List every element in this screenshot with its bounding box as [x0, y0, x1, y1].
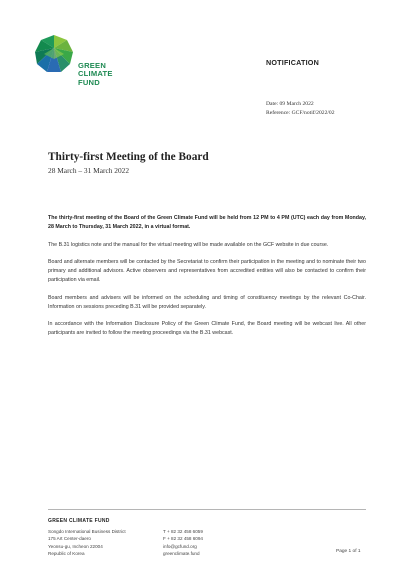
- notification-body: [48, 214, 366, 347]
- logo-wordmark: [78, 62, 113, 87]
- page-title: Thirty-first Meeting of the Board: [48, 151, 209, 163]
- logo-line: GREEN: [78, 61, 107, 70]
- body-paragraph: The thirty-first meeting of the Board of the Green Climate Fund will be held from 12 PM to 4 PM (UTC) each day from Monday, 28 March to Thursday, 31 March 2022, in a virtual format.: [48, 215, 366, 230]
- body-paragraph: In accordance with the Information Disclosure Policy of the Green Climate Fund, the Board meeting will be webcast live. All other participants are invited to follow the meeting proceedings via the B.31 webcast.: [48, 321, 366, 337]
- document-type-label: NOTIFICATION: [266, 58, 319, 67]
- fax-line: F + 82 32 458 6094: [163, 536, 203, 542]
- reference-line: Reference: GCF/notif/2022/02: [266, 109, 335, 116]
- address-line: Yeonsu-gu, Incheon 22004: [48, 543, 103, 549]
- phone-line: T + 82 32 458 6059: [163, 529, 203, 534]
- document-meta: [266, 100, 335, 117]
- address-line: 175 Art Center-daero: [48, 536, 91, 542]
- footer-contact: [163, 528, 203, 557]
- green-climate-fund-logo-icon: [34, 34, 74, 74]
- page-number: Page 1 of 1: [336, 549, 361, 554]
- address-line: Republic of Korea: [48, 550, 85, 556]
- address-line: Songdo International Business District: [48, 529, 126, 534]
- footer-address: [48, 528, 126, 557]
- date-line: Date: 09 March 2022: [266, 101, 314, 107]
- email-link[interactable]: info@gcfund.org: [163, 543, 197, 549]
- body-paragraph: Board members and advisers will be informed on the scheduling and timing of constituency meetings by the relevant Co-Chair. Information on sessions preceding B.31 will be provided separately.: [48, 294, 366, 310]
- logo-line: CLIMATE: [78, 69, 113, 79]
- logo-line: FUND: [78, 77, 100, 87]
- page-subtitle: 28 March – 31 March 2022: [48, 166, 130, 175]
- footer-org-name: GREEN CLIMATE FUND: [48, 518, 110, 524]
- body-paragraph: Board and alternate members will be contacted by the Secretariat to confirm their participation in the meeting and to nominate their two primary and additional advisors. Active observers and representatives from accredited entities will also be contacted to confirm their participation via email.: [48, 259, 366, 284]
- body-paragraph: The B.31 logistics note and the manual for the virtual meeting will be made available on the GCF website in due course.: [48, 241, 329, 248]
- website-link[interactable]: greenclimate.fund: [163, 550, 200, 556]
- footer-divider: [48, 509, 366, 510]
